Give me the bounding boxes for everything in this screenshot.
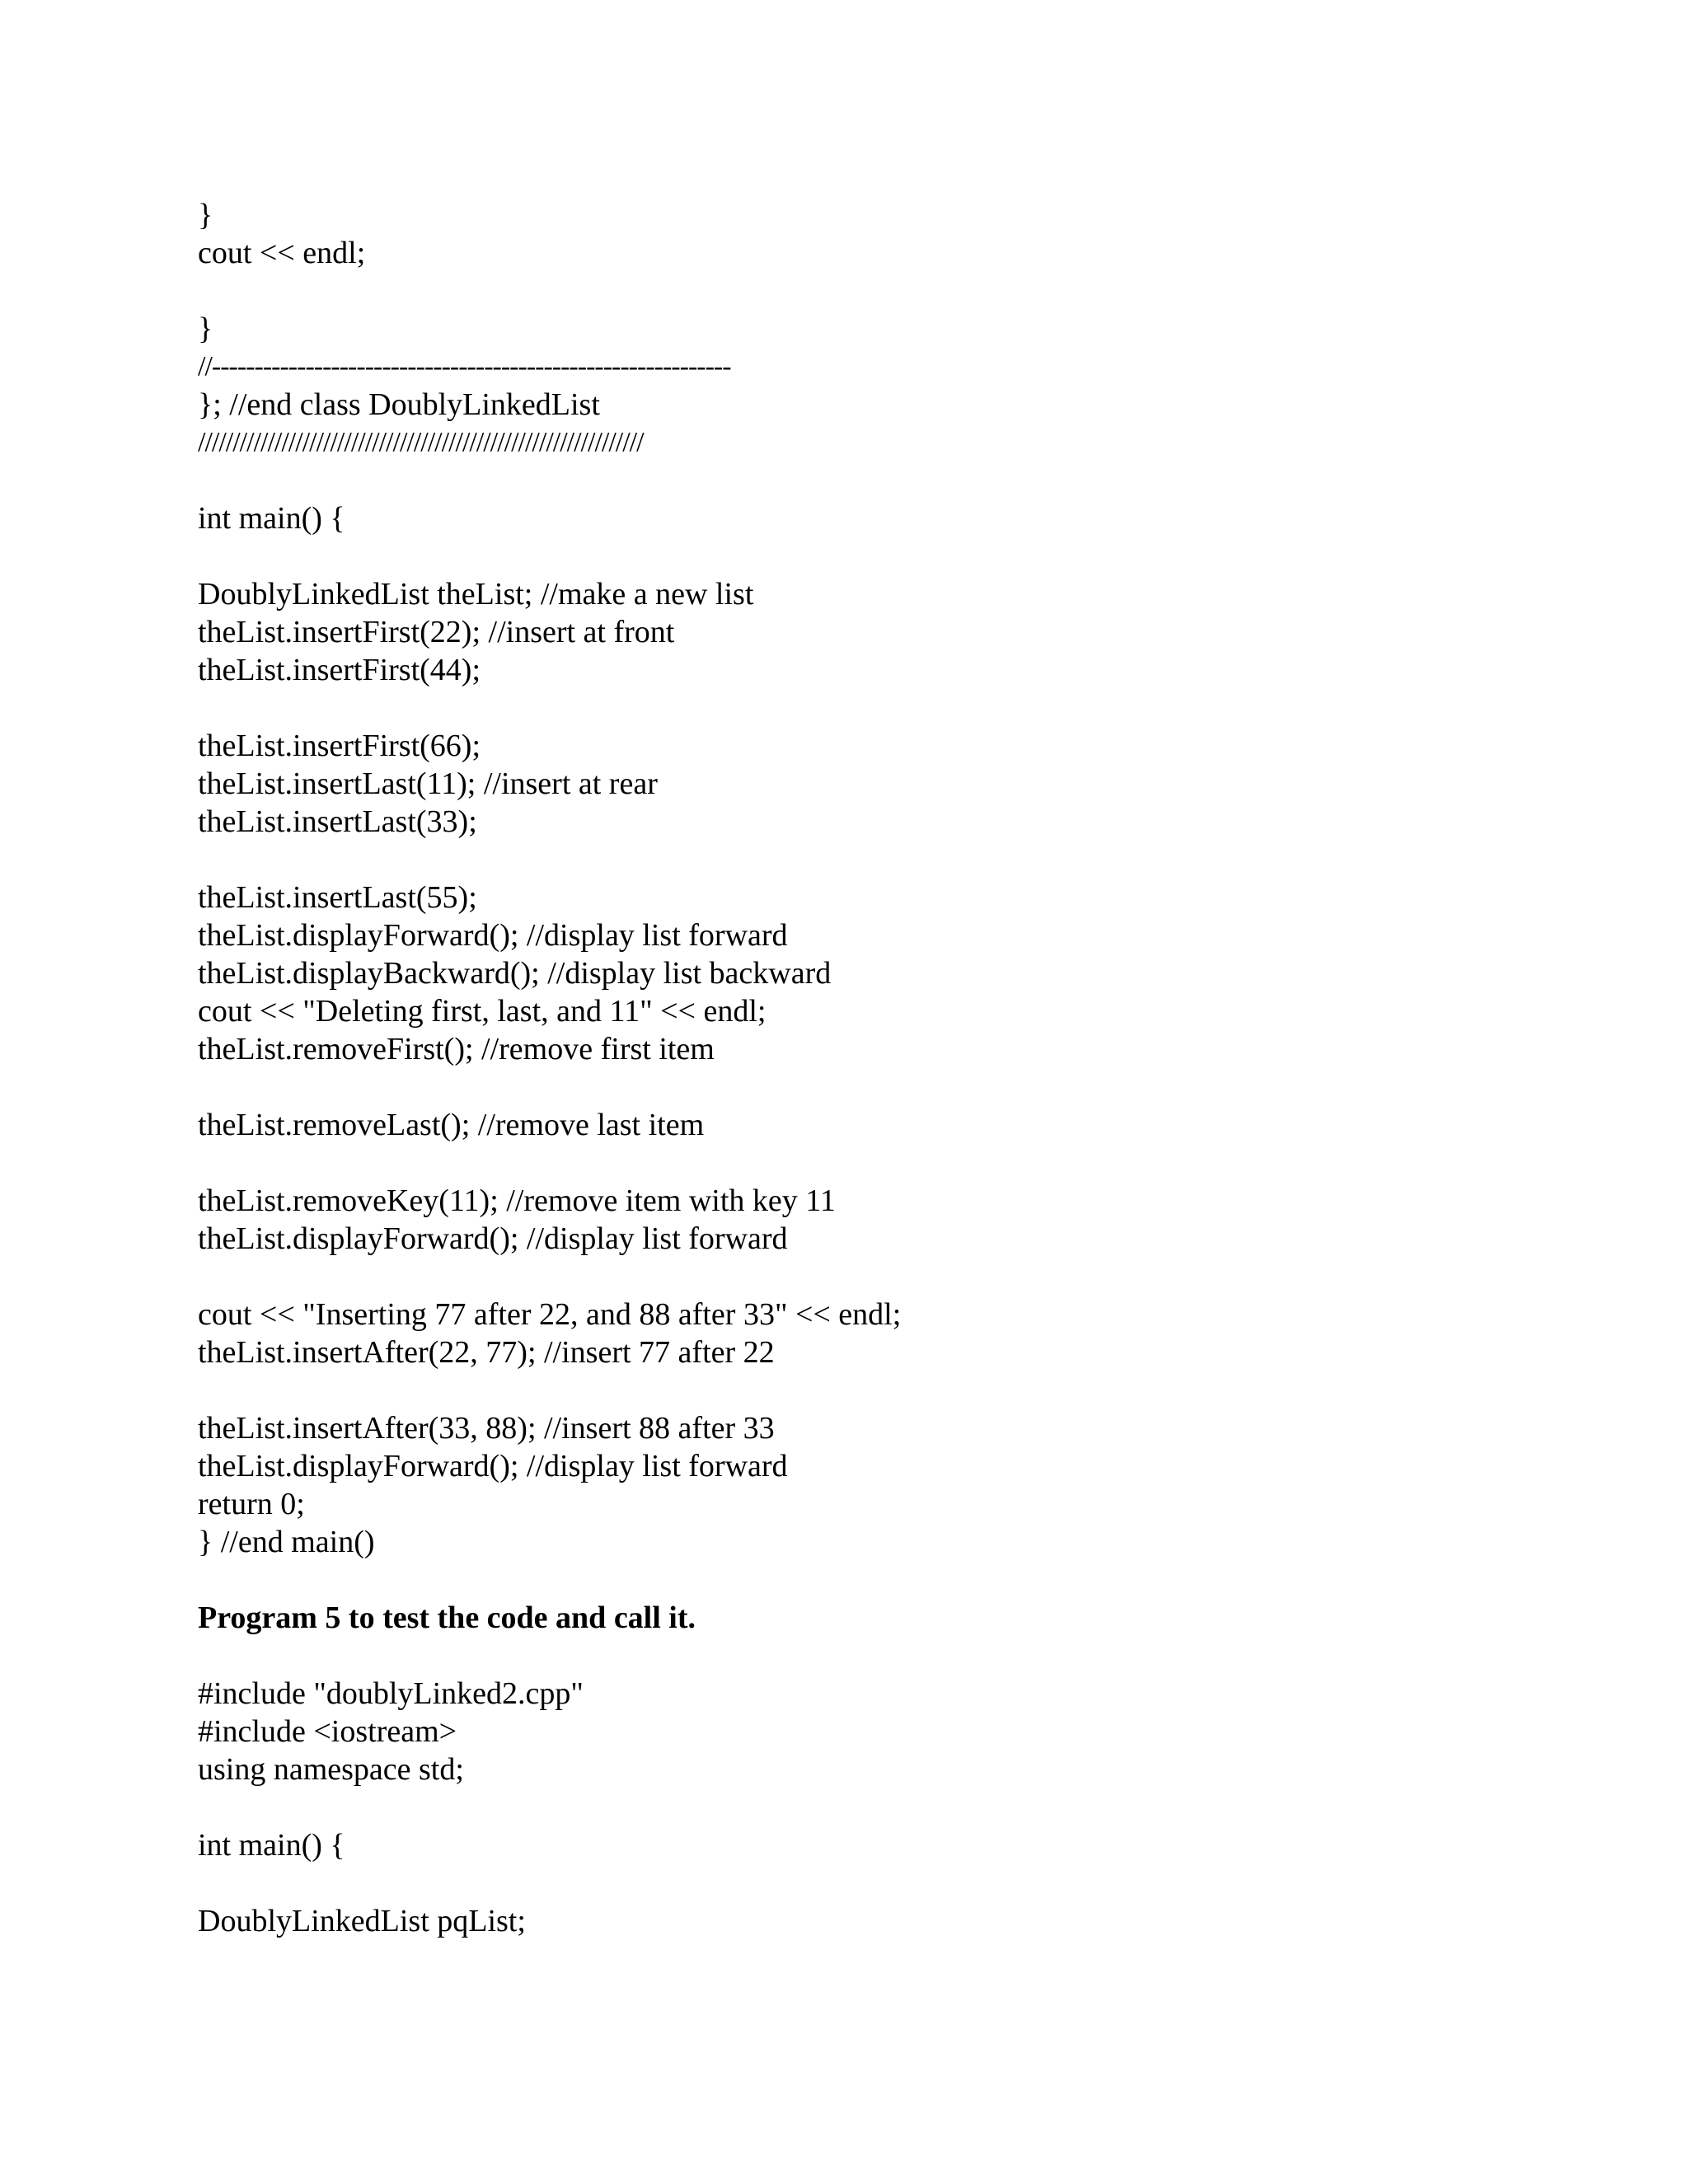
blank-line <box>198 1637 1599 1675</box>
code-line: cout << endl; <box>198 236 366 270</box>
code-line: return 0; <box>198 1487 305 1521</box>
code-line: #include "doublyLinked2.cpp" <box>198 1676 584 1711</box>
blank-line <box>198 462 1599 499</box>
code-line: theList.insertAfter(33, 88); //insert 88 after 33 <box>198 1411 775 1446</box>
blank-line <box>198 1068 1599 1106</box>
code-line: theList.insertLast(11); //insert at rear <box>198 766 658 801</box>
section-heading: Program 5 to test the code and call it. <box>198 1601 696 1635</box>
code-listing <box>198 196 1599 1940</box>
blank-line <box>198 689 1599 727</box>
blank-line <box>198 272 1599 310</box>
code-line: theList.insertFirst(22); //insert at front <box>198 615 675 649</box>
code-line: } <box>198 312 213 346</box>
code-line: theList.displayBackward(); //display list backward <box>198 956 832 991</box>
code-line: } <box>198 198 213 232</box>
code-line: theList.insertFirst(66); <box>198 729 481 763</box>
code-line: #include <iostream> <box>198 1714 457 1749</box>
code-line: int main() { <box>198 501 345 536</box>
blank-line <box>198 537 1599 575</box>
code-line: } //end main() <box>198 1525 375 1559</box>
blank-line <box>198 1561 1599 1599</box>
blank-line <box>198 1258 1599 1296</box>
code-line: cout << "Deleting first, last, and 11" << endl; <box>198 994 767 1029</box>
comment-slash-line: //////////////////////////////////////////////////////////////// <box>198 427 644 457</box>
code-line: theList.insertLast(33); <box>198 804 477 839</box>
code-line: theList.insertAfter(22, 77); //insert 77 after 22 <box>198 1335 775 1370</box>
code-line: theList.removeKey(11); //remove item with key 11 <box>198 1183 836 1218</box>
blank-line <box>198 841 1599 879</box>
code-line: using namespace std; <box>198 1752 464 1787</box>
code-line: theList.insertFirst(44); <box>198 653 481 687</box>
code-line: cout << "Inserting 77 after 22, and 88 after 33" << endl; <box>198 1297 902 1332</box>
code-line: theList.removeLast(); //remove last item <box>198 1108 705 1142</box>
code-line: DoublyLinkedList pqList; <box>198 1904 526 1938</box>
code-line: DoublyLinkedList theList; //make a new list <box>198 577 754 612</box>
code-line: theList.displayForward(); //display list forward <box>198 1449 788 1483</box>
blank-line <box>198 1788 1599 1826</box>
code-line: int main() { <box>198 1828 345 1863</box>
comment-separator-line: //------------------------------------------------------------- <box>198 351 731 382</box>
code-line: theList.removeFirst(); //remove first item <box>198 1032 715 1066</box>
code-line: theList.displayForward(); //display list forward <box>198 918 788 953</box>
code-line: theList.insertLast(55); <box>198 880 477 915</box>
blank-line <box>198 1864 1599 1902</box>
blank-line <box>198 1144 1599 1182</box>
code-line: theList.displayForward(); //display list forward <box>198 1221 788 1256</box>
code-line: }; //end class DoublyLinkedList <box>198 387 600 422</box>
blank-line <box>198 1371 1599 1409</box>
